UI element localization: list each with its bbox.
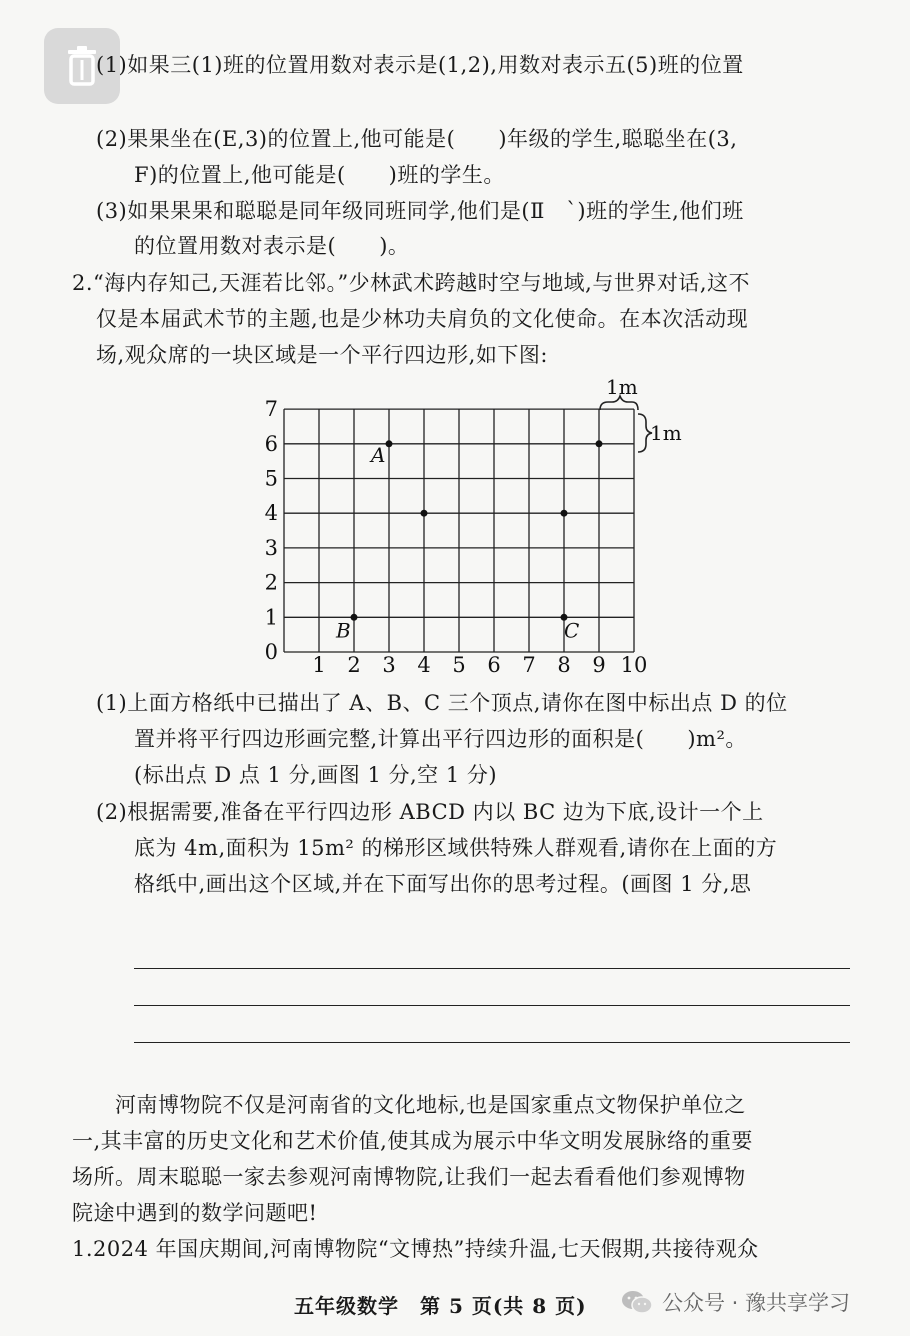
x-tick-label: 1 xyxy=(312,653,326,677)
grid-dot xyxy=(421,510,428,517)
sub2-line1: (2)根据需要,准备在平行四边形 ABCD 内以 BC 边为下底,设计一个上 xyxy=(96,800,764,824)
y-tick-label: 7 xyxy=(264,397,278,422)
museum-line3: 场所。周末聪聪一家去参观河南博物院,让我们一起去看看他们参观博物 xyxy=(72,1165,746,1189)
q2-line3: 场,观众席的一块区域是一个平行四边形,如下图: xyxy=(96,343,548,367)
point-label-a: A xyxy=(371,442,386,467)
sub1-line2: 置并将平行四边形画完整,计算出平行四边形的面积是( )m²。 xyxy=(134,727,747,751)
wechat-icon xyxy=(620,1288,654,1316)
q1-line4: (3)如果果果和聪聪是同年级同班同学,他们是(Ⅱ `)班的学生,他们班 xyxy=(96,199,744,223)
q1-line2: (2)果果坐在(E,3)的位置上,他可能是( )年级的学生,聪聪坐在(3, xyxy=(96,127,738,151)
q1-line5: 的位置用数对表示是( )。 xyxy=(134,234,410,258)
point-label-b: B xyxy=(336,618,351,643)
watermark xyxy=(620,1284,850,1320)
x-tick-label: 2 xyxy=(347,653,361,677)
answer-line xyxy=(134,968,850,969)
grid-dot xyxy=(561,510,568,517)
point-b xyxy=(351,614,358,621)
q2-line1: 2.“海内存知己,天涯若比邻。”少林武术跨越时空与地域,与世界对话,这不 xyxy=(72,271,751,295)
x-tick-label: 7 xyxy=(522,653,536,677)
x-tick-label: 4 xyxy=(417,653,431,677)
grid-dot xyxy=(596,440,603,447)
y-tick-label: 1 xyxy=(264,605,278,630)
q1-line3: F)的位置上,他可能是( )班的学生。 xyxy=(134,163,505,187)
x-tick-label: 5 xyxy=(452,653,466,677)
x-tick-label: 9 xyxy=(592,653,606,677)
point-a xyxy=(386,440,393,447)
museum-line1: 河南博物院不仅是河南省的文化地标,也是国家重点文物保护单位之 xyxy=(72,1093,746,1117)
x-tick-label: 3 xyxy=(382,653,396,677)
watermark-text: 公众号 · 豫共享学习 xyxy=(662,1291,851,1315)
y-tick-label: 4 xyxy=(264,501,278,526)
y-tick-label: 2 xyxy=(264,570,278,595)
museum-line2: 一,其丰富的历史文化和艺术价值,使其成为展示中华文明发展脉络的重要 xyxy=(72,1129,753,1153)
x-tick-label: 8 xyxy=(557,653,571,677)
x-tick-label: 10 xyxy=(620,653,648,677)
sub1-line1: (1)上面方格纸中已描出了 A、B、C 三个顶点,请你在图中标出点 D 的位 xyxy=(96,691,788,715)
x-tick-label: 6 xyxy=(487,653,501,677)
y-tick-label: 3 xyxy=(264,535,278,560)
sub2-line3: 格纸中,画出这个区域,并在下面写出你的思考过程。(画图 1 分,思 xyxy=(134,872,752,896)
point-label-c: C xyxy=(564,618,580,643)
sub2-line2: 底为 4m,面积为 15m² 的梯形区域供特殊人群观看,请你在上面的方 xyxy=(134,836,778,860)
y-tick-label: 6 xyxy=(264,431,278,456)
q1-line1: (1)如果三(1)班的位置用数对表示是(1,2),用数对表示五(5)班的位置 xyxy=(96,53,744,77)
page-footer: 五年级数学 第 5 页(共 8 页) xyxy=(294,1294,587,1318)
q2-line2: 仅是本届武术节的主题,也是少林功夫肩负的文化使命。在本次活动现 xyxy=(96,307,749,331)
scale-label-vertical: 1m xyxy=(650,421,682,445)
museum-line5: 1.2024 年国庆期间,河南博物院“文博热”持续升温,七天假期,共接待观众 xyxy=(72,1237,759,1261)
answer-line xyxy=(134,1005,850,1006)
y-tick-label: 5 xyxy=(264,466,278,491)
scale-label-horizontal: 1m xyxy=(606,375,638,399)
answer-line xyxy=(134,1042,850,1043)
y-tick-label: 0 xyxy=(264,640,278,664)
sub1-line3: (标出点 D 点 1 分,画图 1 分,空 1 分) xyxy=(134,763,498,787)
museum-line4: 院途中遇到的数学问题吧! xyxy=(72,1201,318,1225)
